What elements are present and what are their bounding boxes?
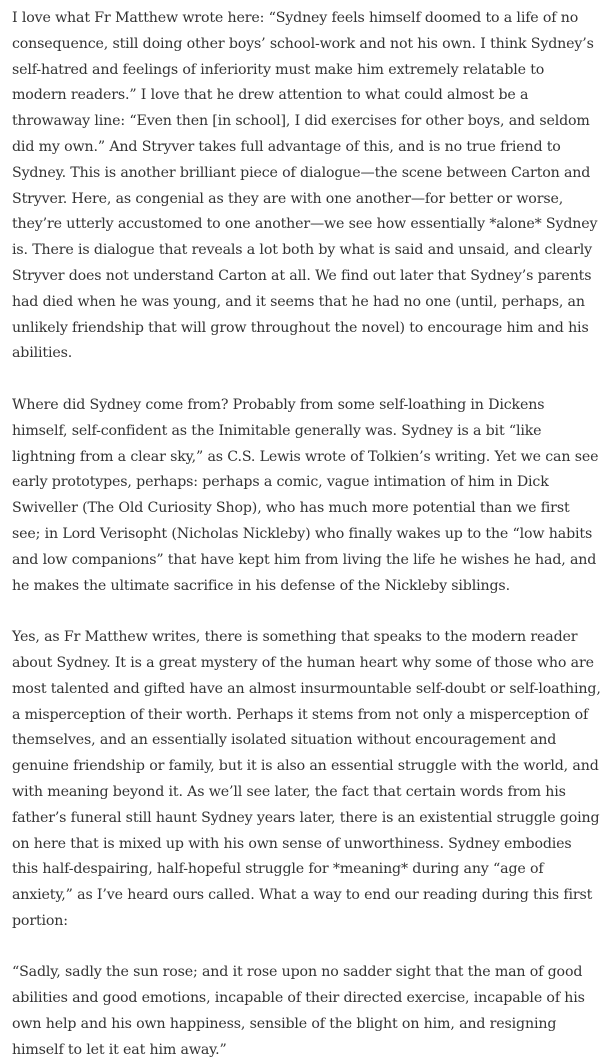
article-body <box>12 6 601 1064</box>
paragraph-modern-reader: Yes, as Fr Matthew writes, there is something that speaks to the modern reader about Sydney. It is a great mystery of the human heart why some of those who are most talented and gifted have an almost insurmountable self-doubt or self-loathing, a misperception of their worth. Perhaps it stems from not only a misperception of themselves, and an essentially isolated situation without encouragement and genuine friendship or family, but it is also an essential struggle with the world, and with meaning beyond it. As we’ll see later, the fact that certain words from his father’s funeral still haunt Sydney years later, there is an existential struggle going on here that is mixed up with his own sense of unworthiness. Sydney embodies this half-despairing, half-hopeful struggle for *meaning* during any “age of anxiety,” as I’ve heard ours called. What a way to end our reading during this first portion: <box>12 629 601 929</box>
paragraph-sydney-origins: Where did Sydney come from? Probably from some self-loathing in Dickens himself, self-confident as the Inimitable generally was. Sydney is a bit “like lightning from a clear sky,” as C.S. Lewis wrote of Tolkien’s writing. Yet we can see early prototypes, perhaps: perhaps a comic, vague intimation of him in Dick Swiveller (The Old Curiosity Shop), who has much more potential than we first see; in Lord Verisopht (Nicholas Nickleby) who finally wakes up to the “low habits and low companions” that have kept him from living the life he wishes he had, and he makes the ultimate sacrifice in his defense of the Nickleby siblings. <box>12 396 599 594</box>
paragraph-fr-matthew-quote: I love what Fr Matthew wrote here: “Sydney feels himself doomed to a life of no consequence, still doing other boys’ school-work and not his own. I think Sydney’s self-hatred and feelings of inferiority must make him extremely relatable to modern readers.” I love that he drew attention to what could almost be a throwaway line: “Even then [in school], I did exercises for other boys, and seldom did my own.” And Stryver takes full advantage of this, and is no true friend to Sydney. This is another brilliant piece of dialogue—the scene between Carton and Stryver. Here, as congenial as they are with one another—for better or worse, they’re utterly accustomed to one another—we see how essentially *alone* Sydney is. There is dialogue that reveals a lot both by what is said and unsaid, and clearly Stryver does not understand Carton at all. We find out later that Sydney’s parents had died when he was young, and it seems that he had no one (until, perhaps, an unlikely friendship that will grow throughout the novel) to encourage him and his abilities. <box>12 10 598 362</box>
paragraph-closing-quote: “Sadly, sadly the sun rose; and it rose upon no sadder sight that the man of good abilities and good emotions, incapable of their directed exercise, incapable of his own help and his own happiness, sensible of the blight on him, and resigning himself to let it eat him away.” <box>12 964 585 1058</box>
